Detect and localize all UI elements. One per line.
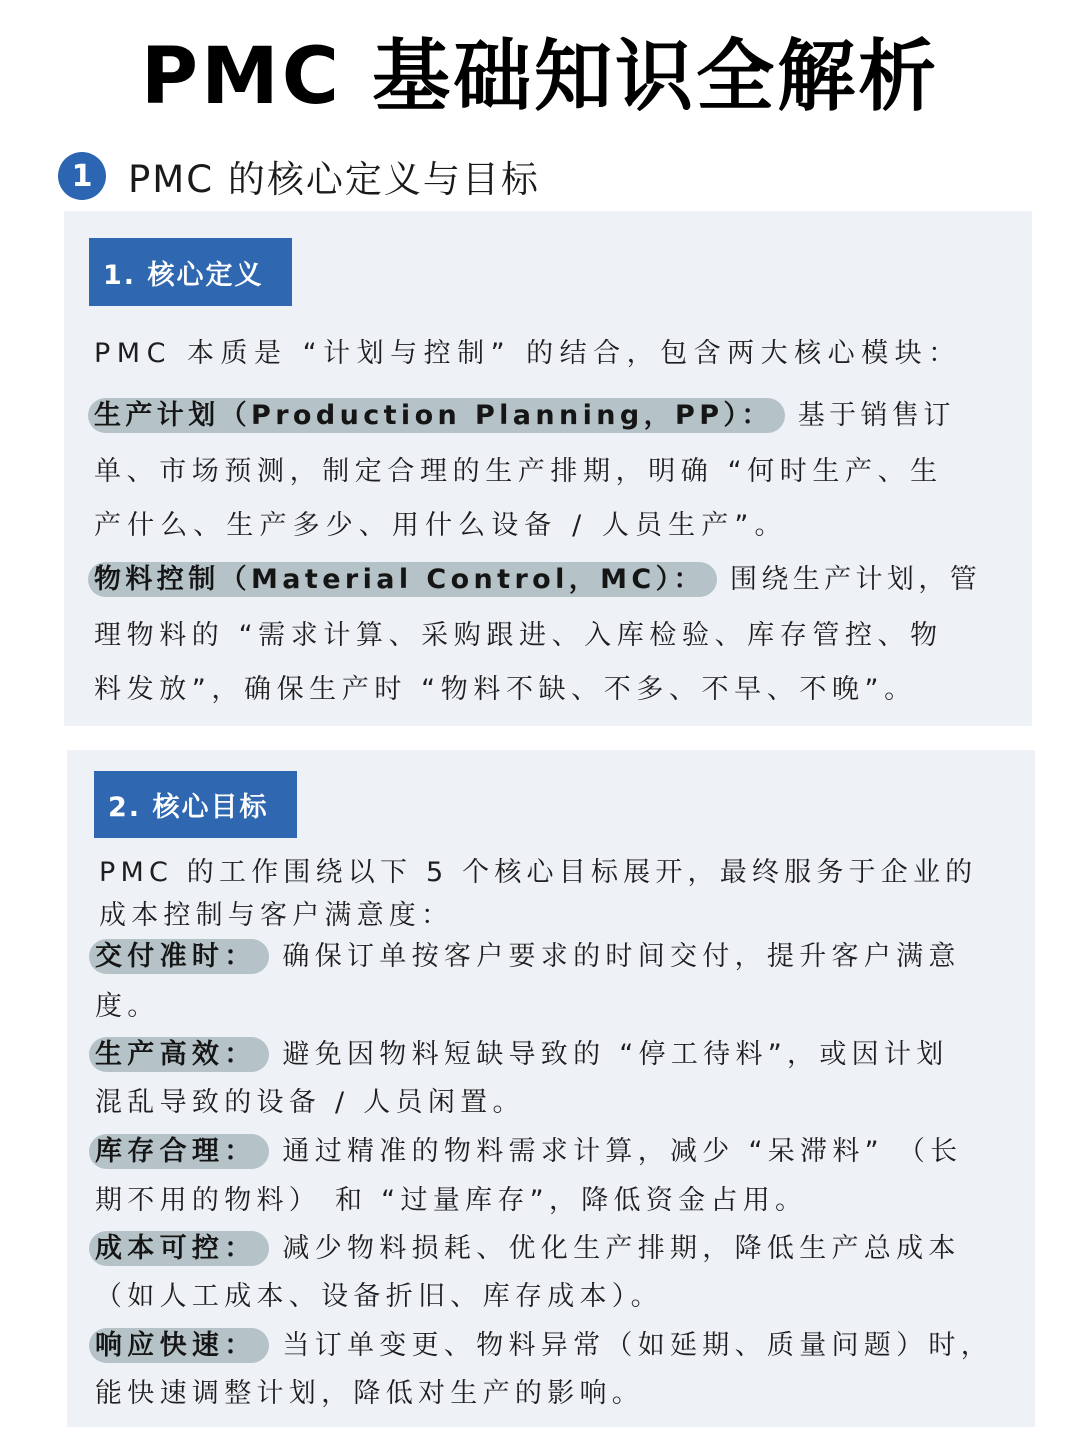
goal-text: 减少物料损耗、优化生产排期，降低生产总成本 bbox=[282, 1233, 961, 1264]
page-title: PMC 基础知识全解析 bbox=[140, 32, 940, 122]
definition-intro: PMC 本质是 “计划与控制” 的结合，包含两大核心模块： bbox=[94, 338, 962, 369]
goal-term-highlight: 交付准时： bbox=[89, 939, 269, 974]
definition-card bbox=[64, 211, 1032, 726]
pp-text-1: 基于销售订 bbox=[797, 400, 955, 431]
section-title: PMC 的核心定义与目标 bbox=[128, 158, 540, 201]
mc-term-highlight: 物料控制（Material Control，MC）： bbox=[88, 562, 717, 597]
goals-card bbox=[67, 750, 1035, 1427]
goals-heading: 2. 核心目标 bbox=[94, 771, 297, 838]
pp-line-2: 单、市场预测，制定合理的生产排期，明确 “何时生产、生 bbox=[94, 456, 943, 487]
goal-line-continued: 度。 bbox=[95, 991, 160, 1022]
goals-intro-line-1: PMC 的工作围绕以下 5 个核心目标展开，最终服务于企业的 bbox=[99, 857, 978, 888]
goal-line-continued: 混乱导致的设备 / 人员闲置。 bbox=[95, 1087, 525, 1118]
goal-line-continued: 能快速调整计划，降低对生产的影响。 bbox=[95, 1378, 645, 1409]
goal-line bbox=[89, 1032, 949, 1071]
pp-line-3: 产什么、生产多少、用什么设备 / 人员生产”。 bbox=[94, 510, 788, 541]
goal-line bbox=[89, 1129, 962, 1168]
goal-text: 确保订单按客户要求的时间交付，提升客户满意 bbox=[282, 941, 961, 972]
mc-line-3: 料发放”，确保生产时 “物料不缺、不多、不早、不晚”。 bbox=[94, 674, 917, 705]
goal-term-highlight: 成本可控： bbox=[89, 1231, 269, 1266]
goal-term-highlight: 库存合理： bbox=[89, 1134, 269, 1169]
goal-line-continued: 期不用的物料） 和 “过量库存”，降低资金占用。 bbox=[95, 1185, 808, 1216]
goal-term-highlight: 生产高效： bbox=[89, 1037, 269, 1072]
goals-intro-line-2: 成本控制与客户满意度： bbox=[99, 900, 454, 931]
mc-text-1: 围绕生产计划，管 bbox=[729, 564, 982, 595]
goal-line bbox=[89, 1226, 961, 1265]
mc-line-1 bbox=[88, 557, 981, 596]
goal-text: 通过精准的物料需求计算，减少 “呆滞料” （长 bbox=[282, 1136, 963, 1167]
goal-text: 当订单变更、物料异常（如延期、质量问题）时， bbox=[282, 1330, 993, 1361]
section-number-badge: 1 bbox=[58, 152, 106, 200]
goal-text: 避免因物料短缺导致的 “停工待料”，或因计划 bbox=[282, 1039, 949, 1070]
mc-line-2: 理物料的 “需求计算、采购跟进、入库检验、库存管控、物 bbox=[94, 620, 943, 651]
goal-line-continued: （如人工成本、设备折旧、库存成本）。 bbox=[95, 1281, 663, 1312]
goal-line bbox=[89, 934, 961, 973]
goal-term-highlight: 响应快速： bbox=[89, 1328, 269, 1363]
goal-line bbox=[89, 1323, 993, 1362]
pp-term-highlight: 生产计划（Production Planning，PP）： bbox=[88, 398, 785, 433]
section-header bbox=[58, 148, 540, 204]
definition-heading: 1. 核心定义 bbox=[89, 238, 292, 306]
pp-line-1 bbox=[88, 393, 955, 432]
